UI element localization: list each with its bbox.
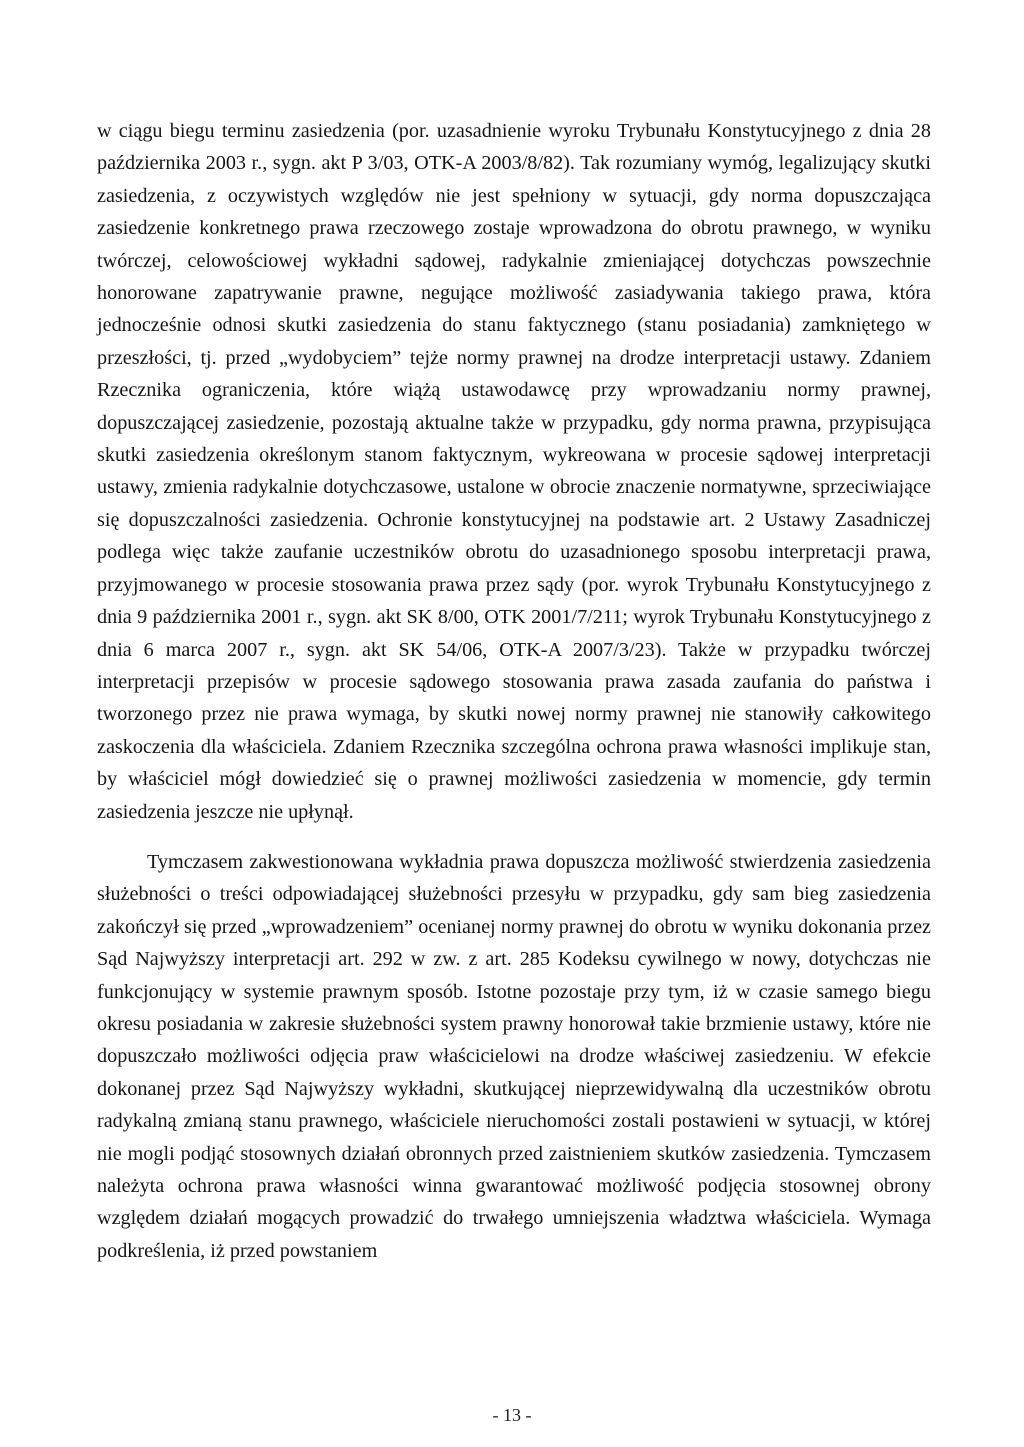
document-body xyxy=(97,115,931,1267)
page-number: - 13 - xyxy=(492,1405,532,1425)
paragraph-continuation: w ciągu biegu terminu zasiedzenia (por. uzasadnienie wyroku Trybunału Konstytucyjnego z dnia 28 października 2003 r., sygn. akt P 3/03, OTK-A 2003/8/82). Tak rozumiany wymóg, legalizujący skutki zasiedzenia, z oczywistych względów nie jest spełniony w sytuacji, gdy norma dopuszczająca zasiedzenie konkretnego prawa rzeczowego zostaje wprowadzona do obrotu prawnego, w wyniku twórczej, celowościowej wykładni sądowej, radykalnie zmieniającej dotychczas powszechnie honorowane zapatrywanie prawne, negujące możliwość zasiadywania takiego prawa, która jednocześnie odnosi skutki zasiedzenia do stanu faktycznego (stanu posiadania) zamkniętego w przeszłości, tj. przed „wydobyciem” tejże normy prawnej na drodze interpretacji ustawy. Zdaniem Rzecznika ograniczenia, które wiążą ustawodawcę przy wprowadzaniu normy prawnej, dopuszczającej zasiedzenie, pozostają aktualne także w przypadku, gdy norma prawna, przypisująca skutki zasiedzenia określonym stanom faktycznym, wykreowana w procesie sądowej interpretacji ustawy, zmienia radykalnie dotychczasowe, ustalone w obrocie znaczenie normatywne, sprzeciwiające się dopuszczalności zasiedzenia. Ochronie konstytucyjnej na podstawie art. 2 Ustawy Zasadniczej podlega więc także zaufanie uczestników obrotu do uzasadnionego sposobu interpretacji prawa, przyjmowanego w procesie stosowania prawa przez sądy (por. wyrok Trybunału Konstytucyjnego z dnia 9 października 2001 r., sygn. akt SK 8/00, OTK 2001/7/211; wyrok Trybunału Konstytucyjnego z dnia 6 marca 2007 r., sygn. akt SK 54/06, OTK-A 2007/3/23). Także w przypadku twórczej interpretacji przepisów w procesie sądowego stosowania prawa zasada zaufania do państwa i tworzonego przez nie prawa wymaga, by skutki nowej normy prawnej nie stanowiły całkowitego zaskoczenia dla właściciela. Zdaniem Rzecznika szczególna ochrona prawa własności implikuje stan, by właściciel mógł dowiedzieć się o prawnej możliwości zasiedzenia w momencie, gdy termin zasiedzenia jeszcze nie upłynął. xyxy=(97,120,931,823)
paragraph-second: Tymczasem zakwestionowana wykładnia prawa dopuszcza możliwość stwierdzenia zasiedzenia służebności o treści odpowiadającej służebności przesyłu w przypadku, gdy sam bieg zasiedzenia zakończył się przed „wprowadzeniem” ocenianej normy prawnej do obrotu w wyniku dokonania przez Sąd Najwyższy interpretacji art. 292 w zw. z art. 285 Kodeksu cywilnego w nowy, dotychczas nie funkcjonujący w systemie prawnym sposób. Istotne pozostaje przy tym, iż w czasie samego biegu okresu posiadania w zakresie służebności system prawny honorował takie brzmienie ustawy, które nie dopuszczało możliwości odjęcia praw właścicielowi na drodze właściwej zasiedzeniu. W efekcie dokonanej przez Sąd Najwyższy wykładni, skutkującej nieprzewidywalną dla uczestników obrotu radykalną zmianą stanu prawnego, właściciele nieruchomości zostali postawieni w sytuacji, w której nie mogli podjąć stosownych działań obronnych przed zaistnieniem skutków zasiedzenia. Tymczasem należyta ochrona prawa własności winna gwarantować możliwość podjęcia stosownej obrony względem działań mogących prowadzić do trwałego umniejszenia władztwa właściciela. Wymaga podkreślenia, iż przed powstaniem xyxy=(97,850,931,1262)
